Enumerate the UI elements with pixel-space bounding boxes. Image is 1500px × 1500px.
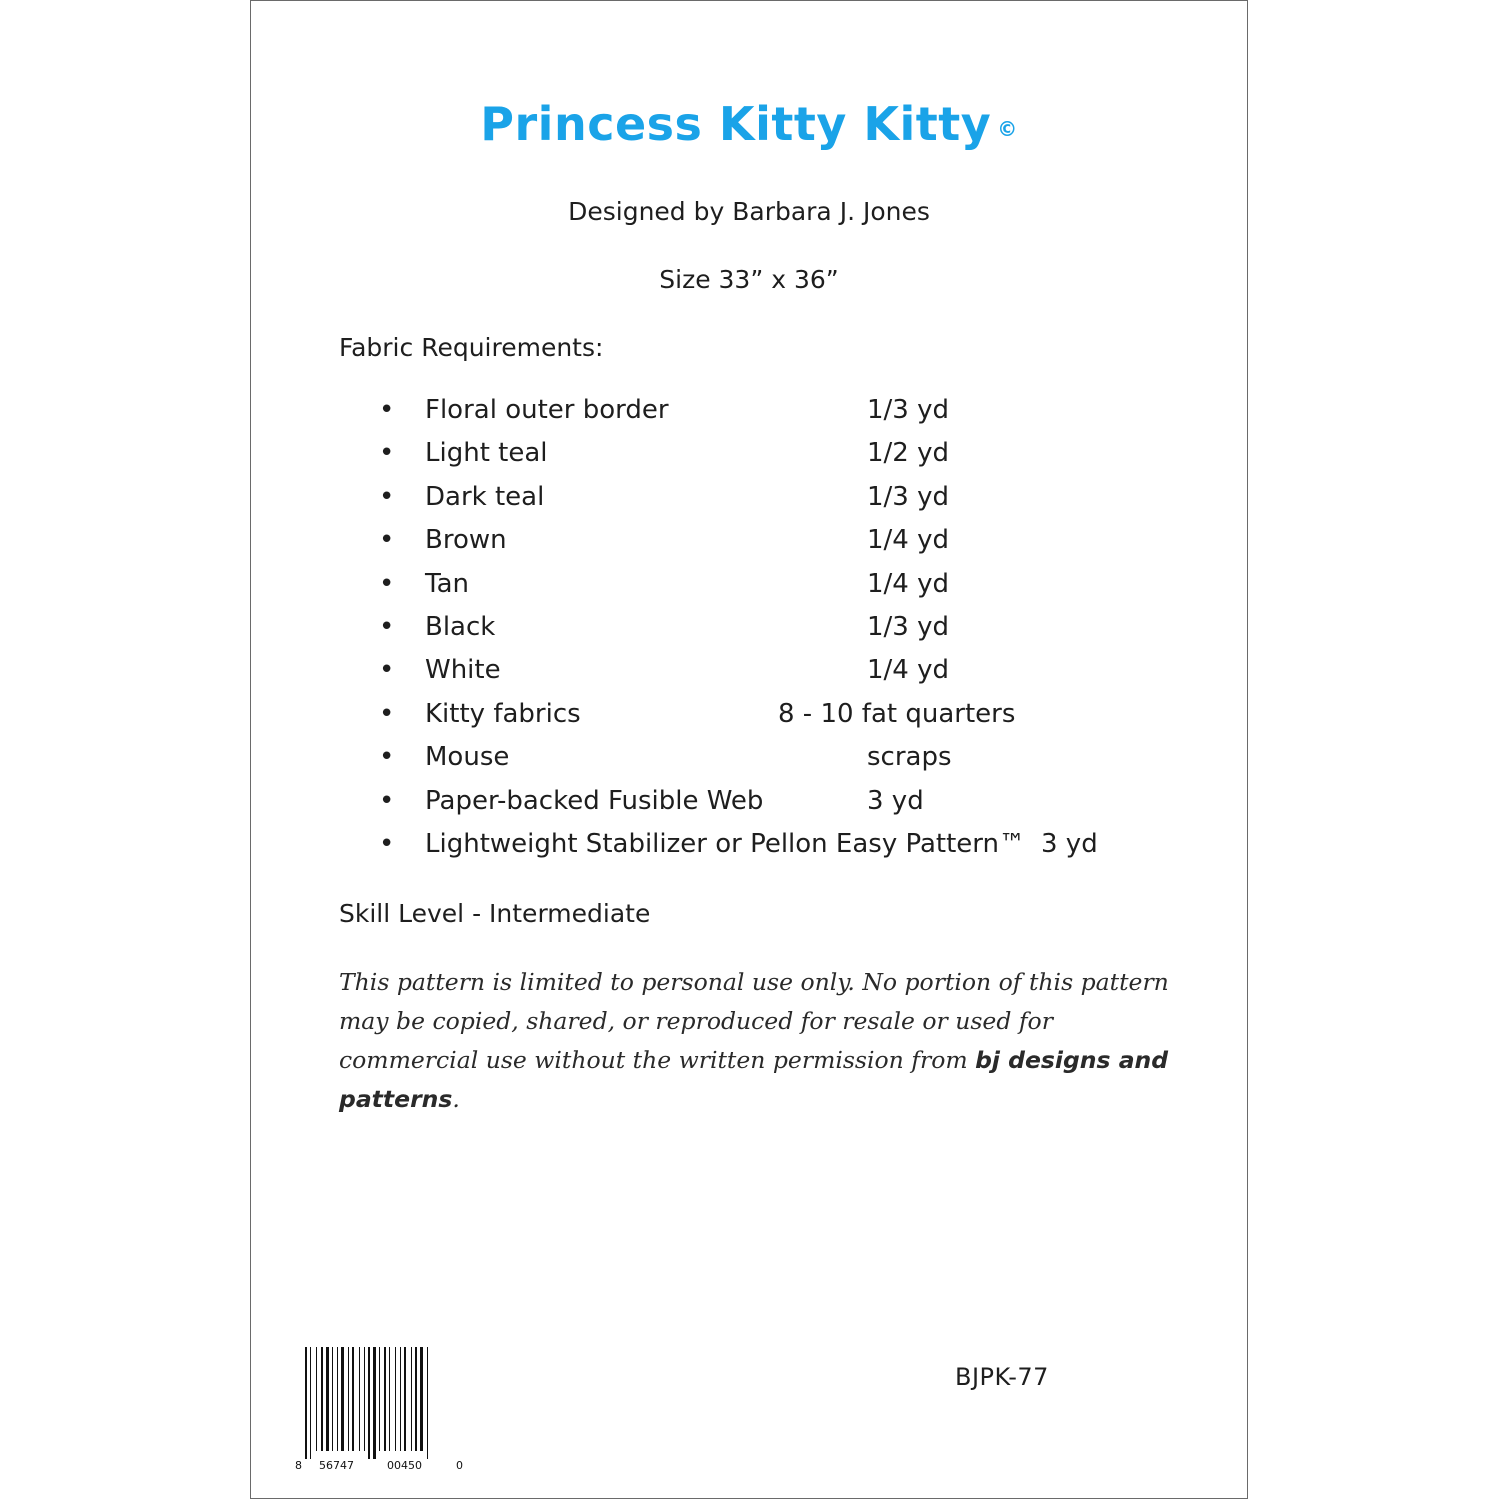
fabric-amount: 1/4 yd (867, 525, 949, 556)
barcode-bar (427, 1347, 428, 1459)
barcode-digit-right: 0 (456, 1459, 463, 1472)
fabric-amount: 1/3 yd (867, 611, 949, 642)
barcode-bar (384, 1347, 386, 1451)
fabric-amount: 1/3 yd (867, 481, 949, 512)
fabric-amount: 8 - 10 fat quarters (778, 698, 1016, 729)
list-item (251, 612, 1151, 655)
fabric-name: Floral outer border (425, 395, 669, 425)
fabric-list (251, 395, 1151, 872)
fabric-name: Black (425, 611, 496, 642)
barcode-digit-left: 8 (295, 1459, 302, 1472)
barcode-bar (305, 1347, 307, 1459)
bullet-icon: • (379, 785, 395, 816)
barcode-group-1: 56747 (319, 1459, 354, 1472)
fabric-amount: 1/4 yd (867, 568, 949, 599)
list-item (251, 786, 1151, 829)
bullet-icon: • (379, 611, 395, 642)
fabric-name: Lightweight Stabilizer or Pellon Easy Pattern™ (425, 828, 1026, 859)
fabric-name: Mouse (425, 742, 510, 773)
bullet-icon: • (379, 568, 395, 599)
fabric-amount: 1/4 yd (867, 655, 949, 686)
barcode-bar (310, 1347, 311, 1459)
fabric-amount: 3 yd (867, 785, 924, 816)
barcode-bar (326, 1347, 329, 1451)
list-item (251, 829, 1151, 872)
usage-notice-text: This pattern is limited to personal use only. No portion of this pattern may be copied, shared, or reproduced for resale or used for commercial use without the written permission from (339, 968, 1169, 1074)
barcode-bar (400, 1347, 401, 1451)
bullet-icon: • (379, 655, 395, 686)
bullet-icon: • (379, 698, 395, 729)
fabric-name: Tan (425, 568, 469, 599)
barcode-bar (411, 1347, 412, 1451)
barcode-group-2: 00450 (387, 1459, 422, 1472)
product-code: BJPK-77 (955, 1363, 1049, 1391)
skill-level: Skill Level - Intermediate (339, 899, 651, 928)
fabric-amount: scraps (867, 742, 952, 773)
list-item (251, 525, 1151, 568)
fabric-amount: 3 yd (1041, 828, 1098, 859)
barcode-bar (404, 1347, 406, 1451)
barcode-bar (389, 1347, 390, 1451)
barcode-bar (415, 1347, 417, 1451)
quilt-size: Size 33” x 36” (659, 265, 839, 294)
brand-name: bj designs and patterns (339, 1046, 1169, 1113)
barcode-bar (332, 1347, 333, 1451)
barcode-bar (395, 1347, 396, 1451)
fabric-name: Kitty fabrics (425, 698, 581, 729)
barcode-bar (352, 1347, 354, 1451)
pattern-title-text: Princess Kitty Kitty (480, 97, 992, 151)
barcode-bar (364, 1347, 365, 1451)
barcode-bar (316, 1347, 317, 1451)
barcode-bar (341, 1347, 344, 1451)
barcode-bar (348, 1347, 349, 1451)
list-item (251, 742, 1151, 785)
fabric-name: Light teal (425, 438, 548, 469)
fabric-name: Paper-backed Fusible Web (425, 785, 764, 816)
bullet-icon: • (379, 525, 395, 556)
fabric-requirements-heading: Fabric Requirements: (339, 333, 604, 362)
list-item (251, 395, 1151, 438)
barcode-bar (337, 1347, 338, 1451)
pattern-back-cover (250, 0, 1248, 1499)
barcode-bar (321, 1347, 323, 1451)
barcode-bar (379, 1347, 380, 1451)
designer-credit: Designed by Barbara J. Jones (568, 197, 930, 226)
fabric-name: Dark teal (425, 481, 545, 512)
barcode-icon (289, 1347, 465, 1475)
barcode-bar (368, 1347, 370, 1459)
bullet-icon: • (379, 481, 395, 512)
usage-notice-end: . (452, 1085, 460, 1113)
bullet-icon: • (379, 395, 395, 425)
barcode-bar (420, 1347, 423, 1451)
list-item (251, 569, 1151, 612)
fabric-name: White (425, 655, 501, 686)
fabric-name: Brown (425, 525, 507, 556)
list-item (251, 655, 1151, 698)
barcode-bar (373, 1347, 376, 1459)
bullet-icon: • (379, 438, 395, 469)
barcode-bar (359, 1347, 360, 1451)
bullet-icon: • (379, 742, 395, 773)
list-item (251, 699, 1151, 742)
bullet-icon: • (379, 828, 395, 859)
pattern-title (251, 97, 1247, 151)
list-item (251, 482, 1151, 525)
fabric-amount: 1/2 yd (867, 438, 949, 469)
list-item (251, 438, 1151, 481)
copyright-icon: © (997, 117, 1018, 141)
usage-notice (339, 963, 1179, 1119)
fabric-amount: 1/3 yd (867, 395, 949, 425)
